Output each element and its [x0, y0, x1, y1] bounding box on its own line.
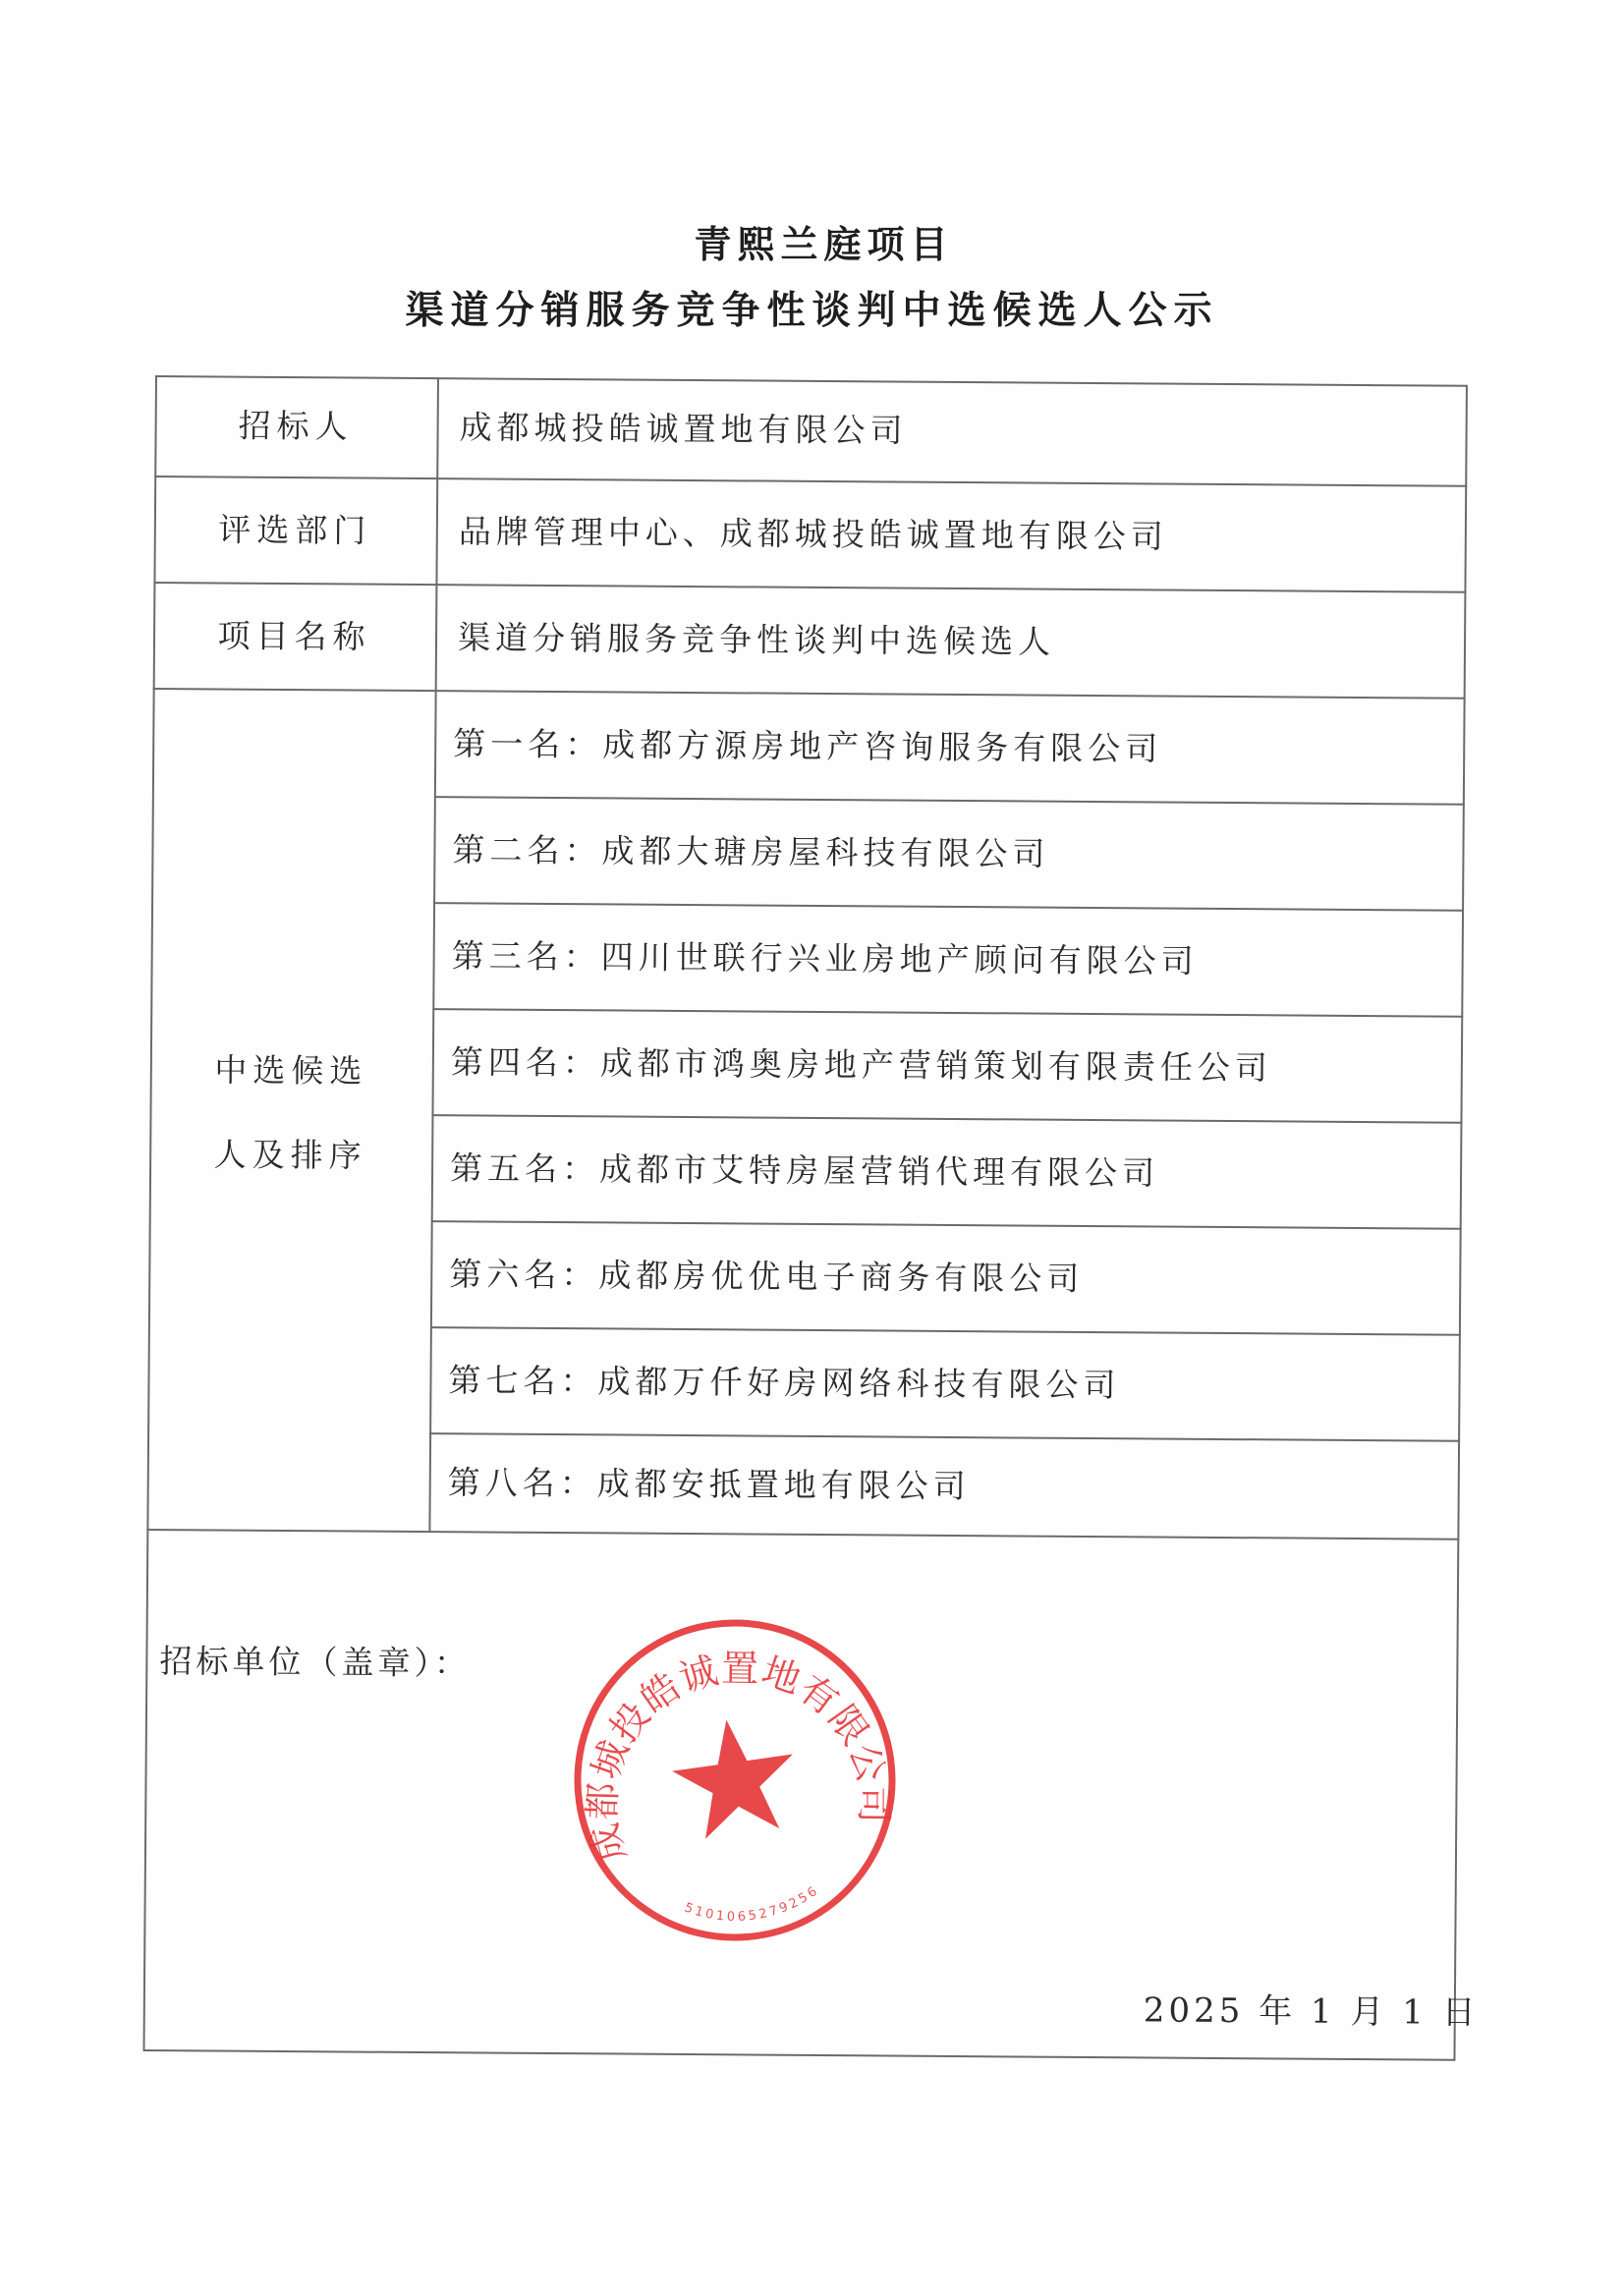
candidate-rank: 第五名： — [449, 1148, 600, 1189]
candidate-name: 成都安抵置地有限公司 — [596, 1464, 971, 1506]
value-project-name: 渠道分销服务竞争性谈判中选候选人 — [457, 618, 1056, 661]
candidate-rank: 第二名： — [452, 830, 602, 870]
candidate-rank: 第八名： — [447, 1463, 597, 1503]
announcement-date: 2025 年 1 月 1 日 — [1143, 1990, 1480, 2033]
candidate-row — [448, 1361, 1121, 1405]
signature-label: 招标单位（盖章）： — [159, 1642, 472, 1683]
announcement-title: 渠道分销服务竞争性谈判中选候选人公示 — [405, 289, 1219, 333]
svg-text:成都城投皓诚置地有限公司: 成都城投皓诚置地有限公司 — [580, 1646, 896, 1868]
candidate-name: 成都方源房地产咨询服务有限公司 — [602, 725, 1163, 768]
candidate-rank: 第六名： — [449, 1255, 599, 1295]
label-candidates-line1: 中选候选 — [214, 1050, 368, 1091]
candidate-row — [447, 1463, 971, 1506]
candidate-name: 成都市艾特房屋营销代理有限公司 — [598, 1149, 1160, 1193]
candidate-row — [453, 724, 1163, 768]
label-evaluation-dept: 评选部门 — [218, 510, 372, 550]
candidate-row — [450, 1042, 1273, 1088]
value-bidder: 成都城投皓诚置地有限公司 — [459, 408, 908, 450]
candidate-row — [451, 936, 1199, 980]
label-project-name: 项目名称 — [217, 616, 371, 656]
candidate-rank: 第一名： — [453, 724, 603, 764]
candidate-name: 四川世联行兴业房地产顾问有限公司 — [600, 937, 1199, 980]
candidate-rank: 第四名： — [450, 1042, 601, 1083]
candidate-rank: 第七名： — [448, 1361, 598, 1401]
candidate-name: 成都大瑭房屋科技有限公司 — [601, 831, 1050, 873]
project-title: 青熙兰庭项目 — [694, 223, 954, 266]
seal-icon — [568, 1613, 902, 1947]
candidate-name: 成都市鸿奥房地产营销策划有限责任公司 — [599, 1043, 1273, 1088]
label-bidder: 招标人 — [238, 406, 354, 446]
value-evaluation-dept: 品牌管理中心、成都城投皓诚置地有限公司 — [458, 512, 1168, 556]
candidate-rank: 第三名： — [451, 936, 601, 977]
candidate-row — [449, 1148, 1160, 1193]
candidate-row — [452, 830, 1050, 873]
candidate-row — [449, 1255, 1085, 1298]
candidate-name: 成都房优优电子商务有限公司 — [598, 1256, 1085, 1298]
candidate-name: 成都万仟好房网络科技有限公司 — [597, 1362, 1121, 1405]
label-candidates-line2: 人及排序 — [213, 1135, 367, 1175]
official-seal — [568, 1613, 902, 1947]
svg-text:5101065279256: 5101065279256 — [682, 1882, 823, 1925]
